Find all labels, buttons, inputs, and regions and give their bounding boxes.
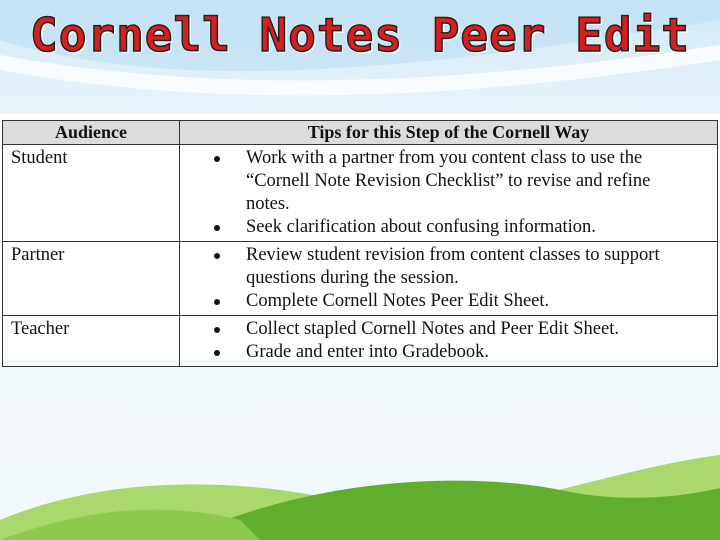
bullet-icon — [214, 299, 220, 305]
table-row-partner — [3, 242, 718, 316]
tip-text: Collect stapled Cornell Notes and Peer Edit Sheet. — [246, 319, 619, 339]
bullet-icon — [214, 156, 220, 162]
tips-list — [180, 318, 717, 364]
tip-text: Seek clarification about confusing information. — [246, 217, 596, 237]
tips-cell — [180, 242, 718, 316]
audience-cell: Partner — [3, 242, 180, 316]
tip-text: Review student revision from content classes to support questions during the session. — [246, 245, 660, 288]
tip-item — [180, 216, 717, 239]
tips-list — [180, 147, 717, 239]
peer-edit-table — [2, 120, 718, 367]
tip-item — [180, 318, 717, 341]
audience-header: Audience — [3, 121, 180, 145]
tips-list — [180, 244, 717, 313]
tips-cell — [180, 316, 718, 367]
table-row-student — [3, 145, 718, 242]
bullet-icon — [214, 253, 220, 259]
tip-text: Complete Cornell Notes Peer Edit Sheet. — [246, 291, 550, 311]
bullet-icon — [214, 350, 220, 356]
tips-header: Tips for this Step of the Cornell Way — [180, 121, 718, 145]
bullet-icon — [214, 225, 220, 231]
tips-cell — [180, 145, 718, 242]
tip-item — [180, 341, 717, 364]
table-row-teacher — [3, 316, 718, 367]
page-title: Cornell Notes Peer Edit — [30, 8, 690, 62]
tip-text: Grade and enter into Gradebook. — [246, 342, 489, 362]
table-header-row — [3, 121, 718, 145]
audience-cell: Student — [3, 145, 180, 242]
tip-item — [180, 244, 717, 290]
tip-text: Work with a partner from you content class to use the “Cornell Note Revision Checklist” to revise and refine notes. — [246, 148, 651, 214]
tip-item — [180, 147, 717, 216]
bullet-icon — [214, 327, 220, 333]
tip-item — [180, 290, 717, 313]
audience-cell: Teacher — [3, 316, 180, 367]
